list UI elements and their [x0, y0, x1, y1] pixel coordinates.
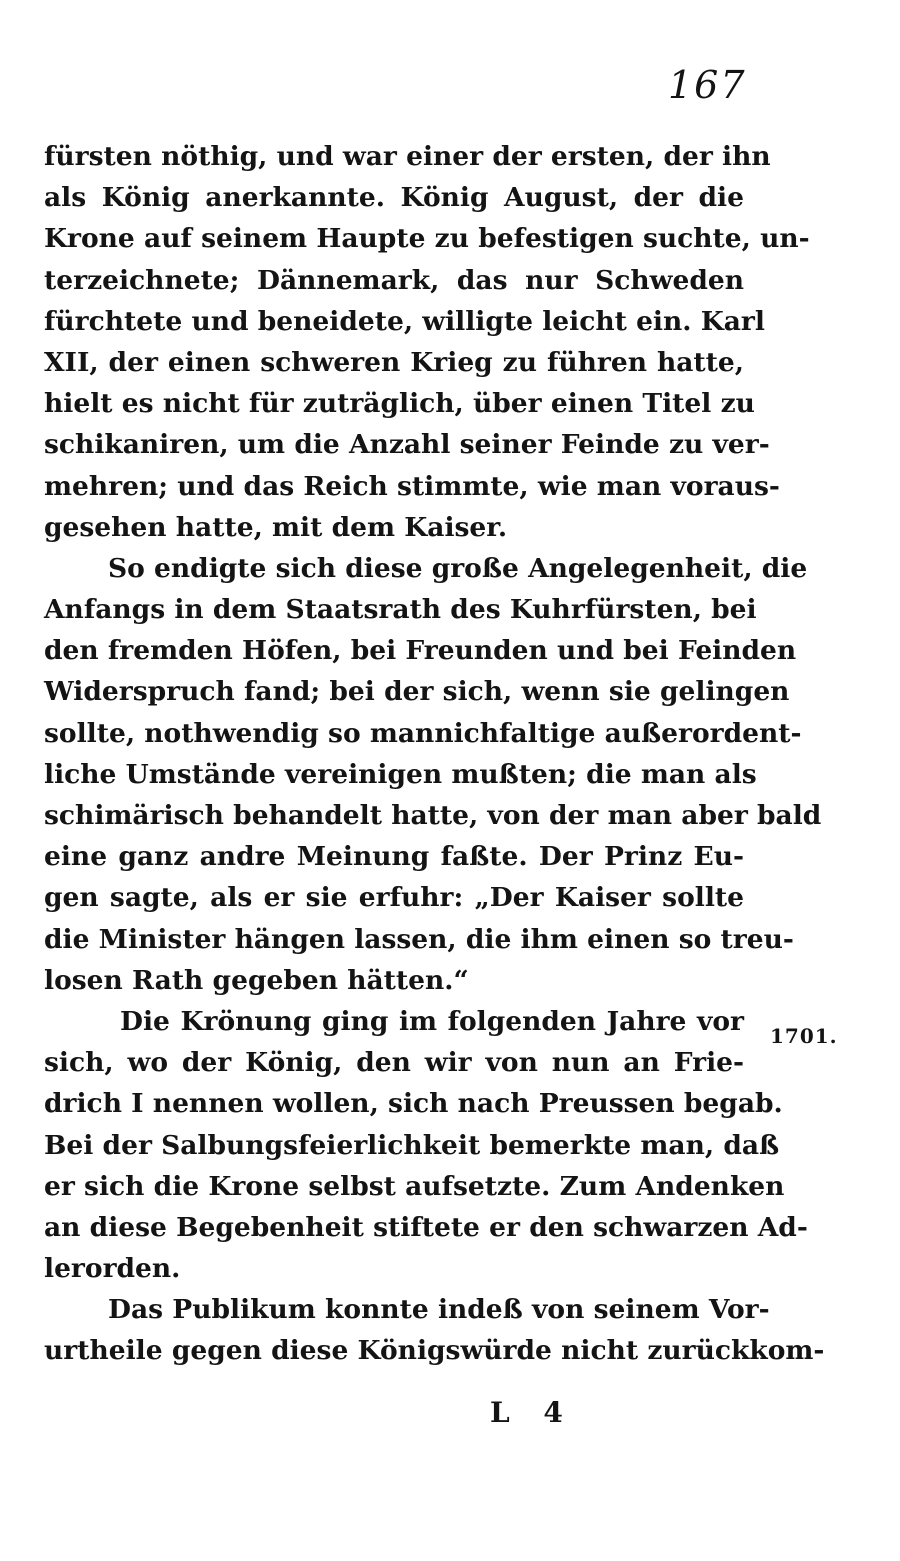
paragraph-end-line: lerorden.: [44, 1253, 181, 1285]
text-line: XII, der einen schweren Krieg zu führen hatte,: [44, 346, 744, 378]
paragraph-start-line: Die Krönung ging im folgenden Jahre vor: [120, 1005, 744, 1037]
text-line: eine ganz andre Meinung faßte. Der Prinz Eu-: [44, 841, 744, 873]
text-line: hielt es nicht für zuträglich, über einen Titel zu: [44, 388, 755, 420]
text-line: er sich die Krone selbst aufsetzte. Zum Andenken: [44, 1170, 785, 1202]
text-line: gen sagte, als er sie erfuhr: „Der Kaiser sollte: [44, 882, 744, 914]
signature-mark: L 4: [490, 1396, 575, 1429]
text-line: drich I nennen wollen, sich nach Preussen begab.: [44, 1088, 783, 1120]
text-line: Bei der Salbungsfeierlichkeit bemerkte man, daß: [44, 1129, 780, 1161]
text-line: fürchtete und beneidete, willigte leicht ein. Karl: [44, 305, 765, 337]
text-line: Widerspruch fand; bei der sich, wenn sie gelingen: [44, 676, 790, 708]
text-line: schimärisch behandelt hatte, von der man aber bald: [44, 800, 822, 831]
text-line: Anfangs in dem Staatsrath des Kuhrfürsten, bei: [44, 594, 757, 626]
text-line: die Minister hängen lassen, die ihm einen so treu-: [44, 923, 794, 955]
text-line: den fremden Höfen, bei Freunden und bei Feinden: [44, 635, 797, 667]
text-line: sich, wo der König, den wir von nun an Frie-: [44, 1047, 744, 1079]
text-line: liche Umstände vereinigen mußten; die man als: [44, 758, 757, 790]
text-line: urtheile gegen diese Königswürde nicht zurückkom-: [44, 1335, 825, 1367]
text-line: schikaniren, um die Anzahl seiner Feinde zu ver-: [44, 429, 770, 461]
text-line: terzeichnete; Dännemark, das nur Schweden: [44, 264, 744, 296]
paragraph-end-line: gesehen hatte, mit dem Kaiser.: [44, 511, 508, 543]
text-line: mehren; und das Reich stimmte, wie man voraus-: [44, 470, 780, 502]
text-line: als König anerkannte. König August, der die: [44, 182, 744, 214]
paragraph-end-line: losen Rath gegeben hätten.“: [44, 964, 469, 996]
paragraph-start-line: So endigte sich diese große Angelegenheit, die: [108, 552, 808, 584]
text-line: fürsten nöthig, und war einer der ersten, der ihn: [44, 141, 771, 172]
text-line: sollte, nothwendig so mannichfaltige außerordent-: [44, 717, 802, 749]
paragraph-start-line: Das Publikum konnte indeß von seinem Vor-: [108, 1294, 770, 1326]
page-number: 167: [668, 63, 747, 107]
text-line: an diese Begebenheit stiftete er den schwarzen Ad-: [44, 1211, 808, 1243]
margin-year-note: 1701.: [770, 1024, 838, 1048]
text-line: Krone auf seinem Haupte zu befestigen suchte, un-: [44, 223, 810, 255]
